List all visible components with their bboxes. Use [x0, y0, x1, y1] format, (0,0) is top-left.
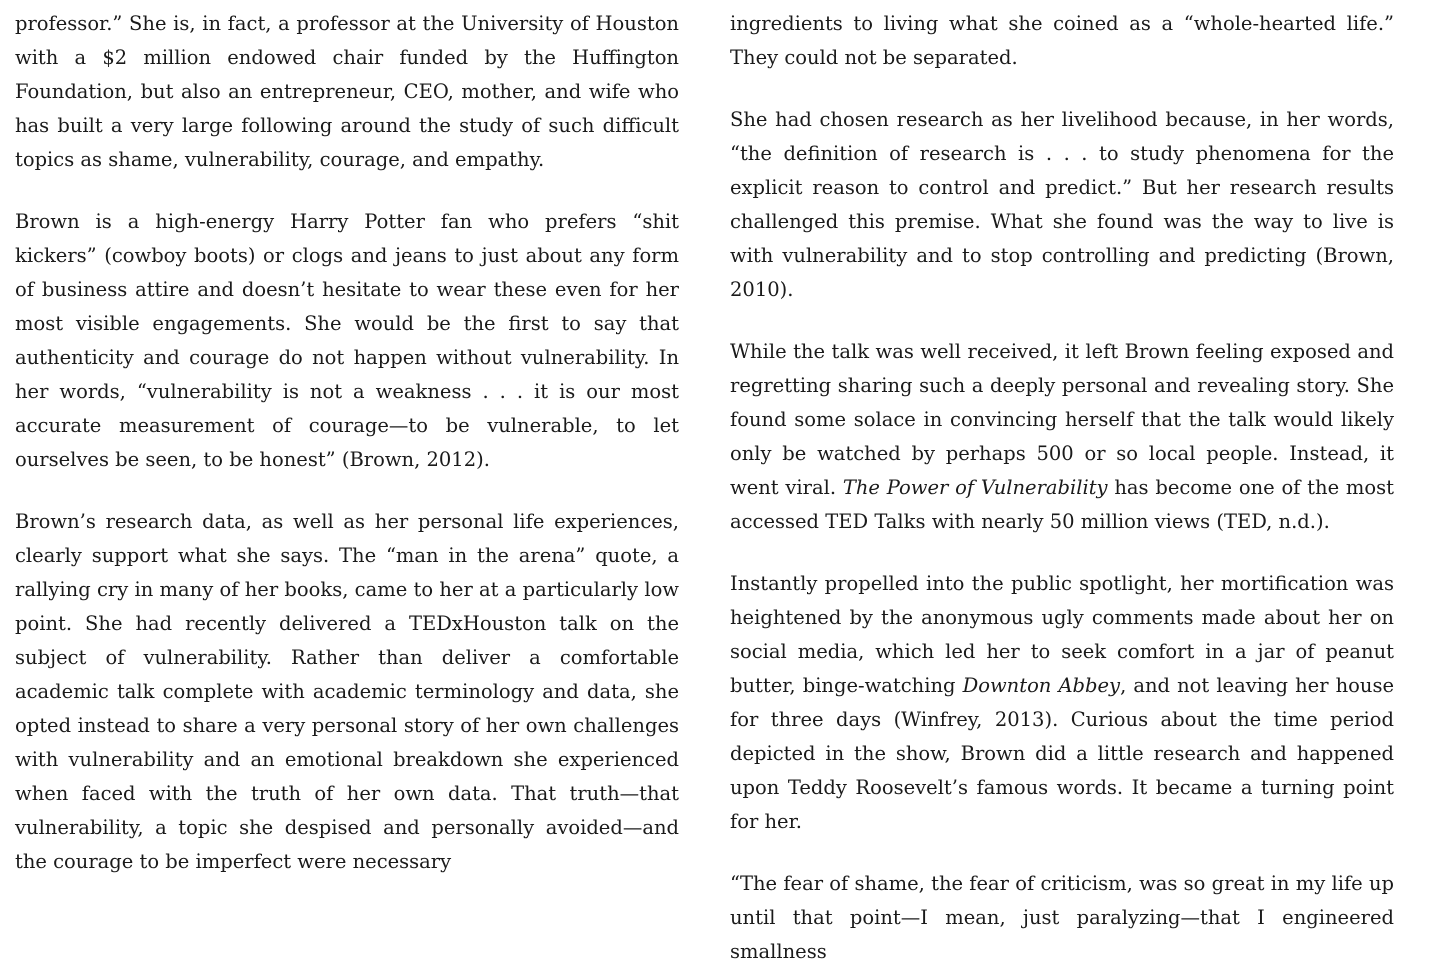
paragraph-text: Instantly propelled into the public spotlight, her mortification was heightened by the anonymous ugly comments made about her on social media, which led her to seek comfort in a jar of peanut butter, binge-watching [730, 572, 1394, 697]
paragraph-text: She had chosen research as her livelihood because, in her words, “the definition of research is . . . to study phenomena for the explicit reason to control and predict.” But her research results challenged this premise. What she found was the way to live is with vulnerability and to stop controlling and predicting (Brown, 2010). [730, 108, 1394, 301]
paragraph [15, 205, 679, 477]
paragraph-text: Brown’s research data, as well as her personal life experiences, clearly support what she says. The “man in the arena” quote, a rallying cry in many of her books, came to her at a particularly low point. She had recently delivered a TEDxHouston talk on the subject of vulnerability. Rather than deliver a comfortable academic talk complete with academic terminology and data, she opted instead to share a very personal story of her own challenges with vulnerability and an emotional breakdown she experienced when faced with the truth of her own data. That truth—that vulnerability, a topic she despised and personally avoided—and the courage to be imperfect were necessary [15, 510, 679, 873]
paragraph [730, 567, 1394, 839]
paragraph-text: While the talk was well received, it left Brown feeling exposed and regretting sharing such a deeply personal and revealing story. She found some solace in convincing herself that the talk would likely only be watched by perhaps 500 or so local people. Instead, it went viral. [730, 340, 1394, 499]
book-title: The Power of Vulnerability [842, 476, 1108, 499]
paragraph [15, 505, 679, 879]
paragraph-text: ingredients to living what she coined as a “whole-hearted life.” They could not be separated. [730, 12, 1394, 69]
paragraph-text: , and not leaving her house for three days (Winfrey, 2013). Curious about the time period depicted in the show, Brown did a little research and happened upon Teddy Roosevelt’s famous words. It became a turning point for her. [730, 674, 1395, 833]
right-column [730, 7, 1394, 969]
paragraph-text: “The fear of shame, the fear of criticism, was so great in my life up until that point—I mean, just paralyzing—that I engineered smallness [730, 872, 1394, 963]
show-title: Downton Abbey [962, 674, 1121, 697]
paragraph-text: Brown is a high-energy Harry Potter fan who prefers “shit kickers” (cowboy boots) or clogs and jeans to just about any form of business attire and doesn’t hesitate to wear these even for her most visible engagements. She would be the first to say that authenticity and courage do not happen without vulnerability. In her words, “vulnerability is not a weakness . . . it is our most accurate measurement of courage—to be vulnerable, to let ourselves be seen, to be honest” (Brown, 2012). [15, 210, 679, 471]
paragraph [730, 867, 1394, 969]
paragraph-text: has become one of the most accessed TED Talks with nearly 50 million views (TED, n.d.). [730, 476, 1394, 533]
paragraph [730, 335, 1394, 539]
paragraph [15, 7, 679, 177]
paragraph [730, 7, 1394, 75]
paragraph-text: professor.” She is, in fact, a professor at the University of Houston with a $2 million endowed chair funded by the Huffington Foundation, but also an entrepreneur, CEO, mother, and wife who has built a very large following around the study of such difficult topics as shame, vulnerability, courage, and empathy. [15, 12, 679, 171]
left-column [15, 7, 679, 879]
paragraph [730, 103, 1394, 307]
